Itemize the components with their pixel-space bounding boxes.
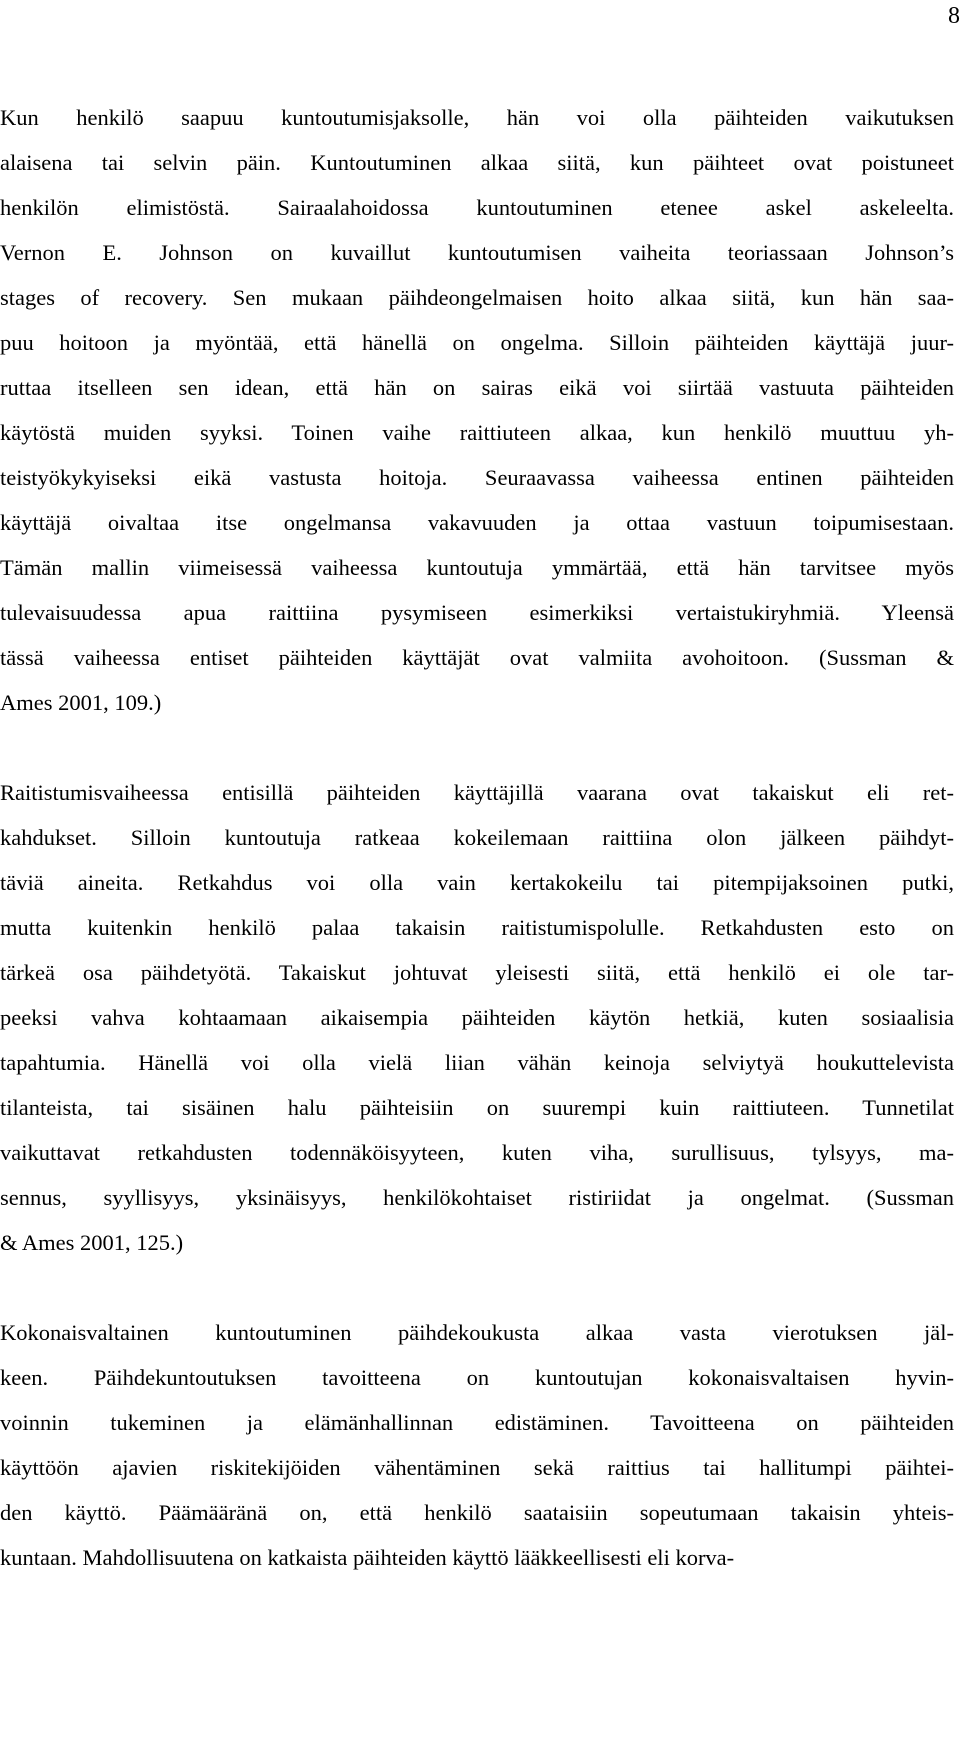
text-line: Tämän mallin viimeisessä vaiheessa kuntoutuja ymmärtää, että hän tarvitsee myös <box>0 555 954 580</box>
text-line: käyttöön ajavien riskitekijöiden vähentäminen sekä raittius tai hallitumpi päihtei- <box>0 1455 954 1480</box>
text-line: & Ames 2001, 125.) <box>0 1230 184 1255</box>
text-line: peeksi vahva kohtaamaan aikaisempia päihteiden käytön hetkiä, kuten sosiaalisia <box>0 1005 954 1030</box>
text-line: stages of recovery. Sen mukaan päihdeongelmaisen hoito alkaa siitä, kun hän saa- <box>0 285 954 310</box>
text-line: vaikuttavat retkahdusten todennäköisyyteen, kuten viha, surullisuus, tylsyys, ma- <box>0 1140 954 1165</box>
text-line: käytöstä muiden syyksi. Toinen vaihe raittiuteen alkaa, kun henkilö muuttuu yh- <box>0 420 954 445</box>
text-line: teistyökykyiseksi eikä vastusta hoitoja. Seuraavassa vaiheessa entinen päihteiden <box>0 465 954 490</box>
text-line: tärkeä osa päihdetyötä. Takaiskut johtuvat yleisesti siitä, että henkilö ei ole tar- <box>0 960 954 985</box>
text-line: alaisena tai selvin päin. Kuntoutuminen alkaa siitä, kun päihteet ovat poistuneet <box>0 150 954 175</box>
page-number: 8 <box>948 3 960 29</box>
text-line: Kokonaisvaltainen kuntoutuminen päihdekoukusta alkaa vasta vierotuksen jäl- <box>0 1320 954 1345</box>
text-line: Ames 2001, 109.) <box>0 690 162 715</box>
text-line: käyttäjä oivaltaa itse ongelmansa vakavuuden ja ottaa vastuun toipumisestaan. <box>0 510 954 535</box>
paragraph-1 <box>0 95 954 725</box>
text-line: Raitistumisvaiheessa entisillä päihteiden käyttäjillä vaarana ovat takaiskut eli ret- <box>0 780 954 805</box>
text-line: tässä vaiheessa entiset päihteiden käyttäjät ovat valmiita avohoitoon. (Sussman & <box>0 645 954 670</box>
text-line: mutta kuitenkin henkilö palaa takaisin raitistumispolulle. Retkahdusten esto on <box>0 915 954 940</box>
text-line: keen. Päihdekuntoutuksen tavoitteena on kuntoutujan kokonaisvaltaisen hyvin- <box>0 1365 954 1390</box>
text-line: täviä aineita. Retkahdus voi olla vain kertakokeilu tai pitempijaksoinen putki, <box>0 870 954 895</box>
text-line: den käyttö. Päämääränä on, että henkilö saataisiin sopeutumaan takaisin yhteis- <box>0 1500 954 1525</box>
text-line: Kun henkilö saapuu kuntoutumisjaksolle, hän voi olla päihteiden vaikutuksen <box>0 105 954 130</box>
text-line: sennus, syyllisyys, yksinäisyys, henkilökohtaiset ristiriidat ja ongelmat. (Sussman <box>0 1185 954 1210</box>
text-line: henkilön elimistöstä. Sairaalahoidossa kuntoutuminen etenee askel askeleelta. <box>0 195 954 220</box>
text-line: voinnin tukeminen ja elämänhallinnan edistäminen. Tavoitteena on päihteiden <box>0 1410 954 1435</box>
text-line: tulevaisuudessa apua raittiina pysymiseen esimerkiksi vertaistukiryhmiä. Yleensä <box>0 600 954 625</box>
text-line: tilanteista, tai sisäinen halu päihteisiin on suurempi kuin raittiuteen. Tunnetilat <box>0 1095 954 1120</box>
paragraph-2 <box>0 770 954 1265</box>
document-body <box>0 95 954 1625</box>
text-line: Vernon E. Johnson on kuvaillut kuntoutumisen vaiheita teoriassaan Johnson’s <box>0 240 954 265</box>
text-line: tapahtumia. Hänellä voi olla vielä liian vähän keinoja selviytyä houkuttelevista <box>0 1050 954 1075</box>
text-line: kuntaan. Mahdollisuutena on katkaista päihteiden käyttö lääkkeellisesti eli korva- <box>0 1545 735 1570</box>
text-line: puu hoitoon ja myöntää, että hänellä on ongelma. Silloin päihteiden käyttäjä juur- <box>0 330 954 355</box>
paragraph-3 <box>0 1310 954 1580</box>
text-line: kahdukset. Silloin kuntoutuja ratkeaa kokeilemaan raittiina olon jälkeen päihdyt- <box>0 825 954 850</box>
text-line: ruttaa itselleen sen idean, että hän on sairas eikä voi siirtää vastuuta päihteiden <box>0 375 954 400</box>
